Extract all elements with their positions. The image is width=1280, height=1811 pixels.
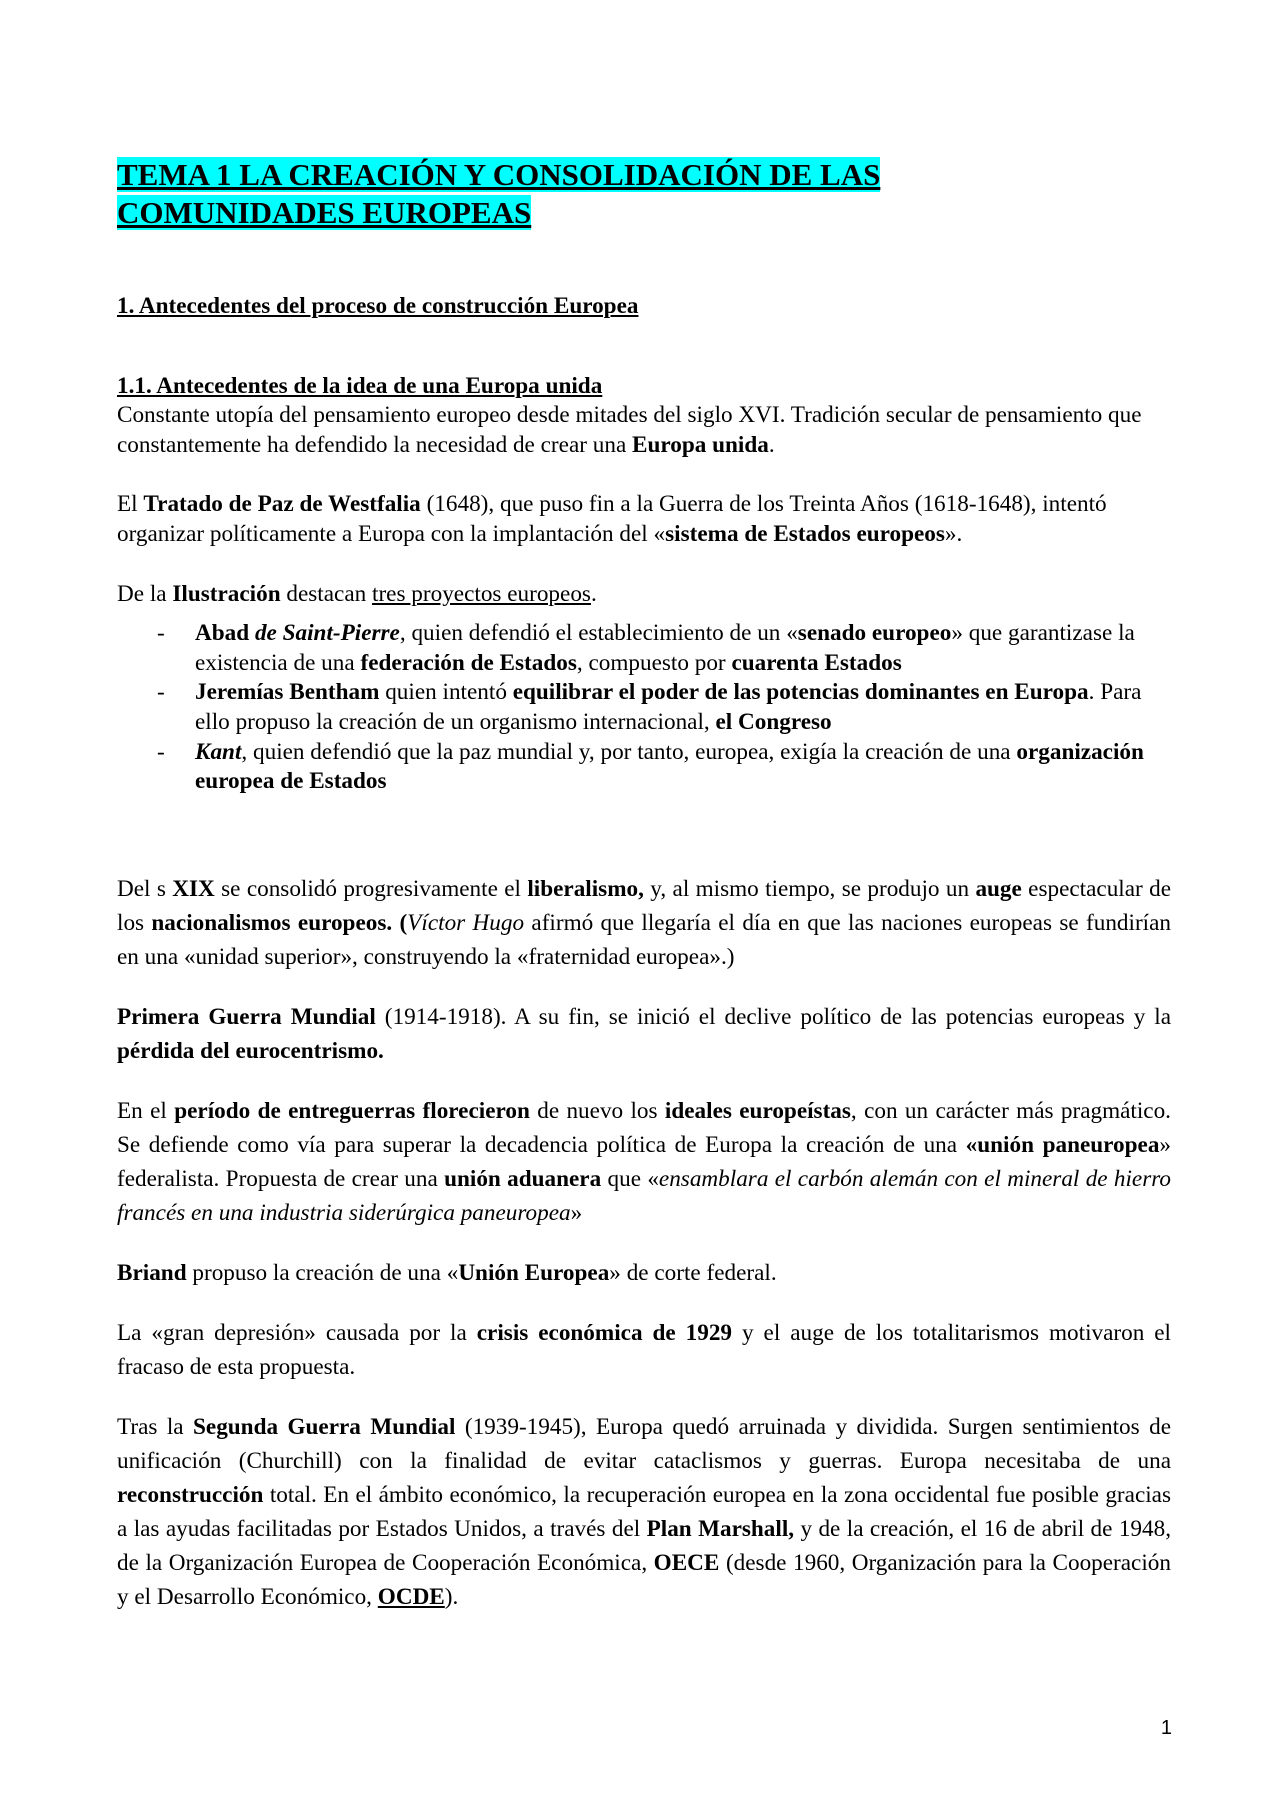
paragraph-gran-depresion: La «gran depresión» causada por la crisis económica de 1929 y el auge de los totalitarismos motivaron el fracaso de esta propuesta. [117, 1319, 1172, 1380]
section-1-heading: 1. Antecedentes del proceso de construcción Europea [117, 293, 639, 319]
list-item: - Kant, quien defendió que la paz mundial y, por tanto, europea, exigía la creación de una organización europea de Estados [157, 738, 1144, 795]
paragraph-siglo-xix: Del s XIX se consolidó progresivamente el liberalismo, y, al mismo tiempo, se produjo un auge espectacular de los nacionalismos europeos. (Víctor Hugo afirmó que llegaría el día en que las naciones europeas se fundirían en una «unidad superior», construyendo la «fraternidad europea».) [117, 875, 1171, 970]
paragraph-utopia: Constante utopía del pensamiento europeo desde mitades del siglo XVI. Tradición secular de pensamiento que constantemente ha defendido la necesidad de crear una Europa unida. [117, 402, 1142, 458]
list-bullet: - [157, 738, 165, 765]
paragraph-segunda-guerra: Tras la Segunda Guerra Mundial (1939-1945), Europa quedó arruinada y dividida. Surgen sentimientos de unificación (Churchill) con la finalidad de evitar cataclismos y guerras. Europa necesitaba de una reconstrucción total. En el ámbito económico, la recuperación europea en la zona occidental fue posible gracias a las ayudas facilitadas por Estados Unidos, a través del Plan Marshall, y de la creación, el 16 de abril de 1948, de la Organización Europea de Cooperación Económica, OECE (desde 1960, Organización para la Cooperación y el Desarrollo Económico, OCDE). [117, 1413, 1172, 1610]
title-line-2: COMUNIDADES EUROPEAS [117, 195, 532, 230]
section-1-1-heading: 1.1. Antecedentes de la idea de una Europa unida [117, 372, 603, 399]
paragraph-ilustracion: De la Ilustración destacan tres proyectos europeos. [117, 580, 597, 607]
projects-list [117, 619, 1171, 797]
list-item: - Abad de Saint-Pierre, quien defendió el establecimiento de un «senado europeo» que garantizase la existencia de una federación de Estados, compuesto por cuarenta Estados [157, 620, 1135, 676]
page-number: 1 [1160, 1717, 1172, 1739]
list-bullet: - [157, 679, 165, 706]
paragraph-briand: Briand propuso la creación de una «Unión Europea» de corte federal. [117, 1259, 777, 1286]
list-item: - Jeremías Bentham quien intentó equilibrar el poder de las potencias dominantes en Europa. Para ello propuso la creación de un organismo internacional, el Congreso [157, 679, 1142, 735]
document-page [117, 156, 1171, 1614]
paragraph-primera-guerra: Primera Guerra Mundial (1914-1918). A su fin, se inició el declive político de las potencias europeas y la pérdida del eurocentrismo. [117, 1003, 1172, 1064]
list-bullet: - [157, 620, 165, 647]
document-title [117, 156, 1171, 232]
title-line-1: TEMA 1 LA CREACIÓN Y CONSOLIDACIÓN DE LAS [117, 157, 881, 192]
paragraph-entreguerras: En el período de entreguerras florecieron de nuevo los ideales europeístas, con un carácter más pragmático. Se defiende como vía para superar la decadencia política de Europa la creación de una «unión paneuropea» federalista. Propuesta de crear una unión aduanera que «ensamblara el carbón alemán con el mineral de hierro francés en una industria siderúrgica paneuropea» [117, 1097, 1172, 1226]
paragraph-westfalia: El Tratado de Paz de Westfalia (1648), que puso fin a la Guerra de los Treinta Años (1618-1648), intentó organizar políticamente a Europa con la implantación del «sistema de Estados europeos». [117, 491, 1107, 547]
